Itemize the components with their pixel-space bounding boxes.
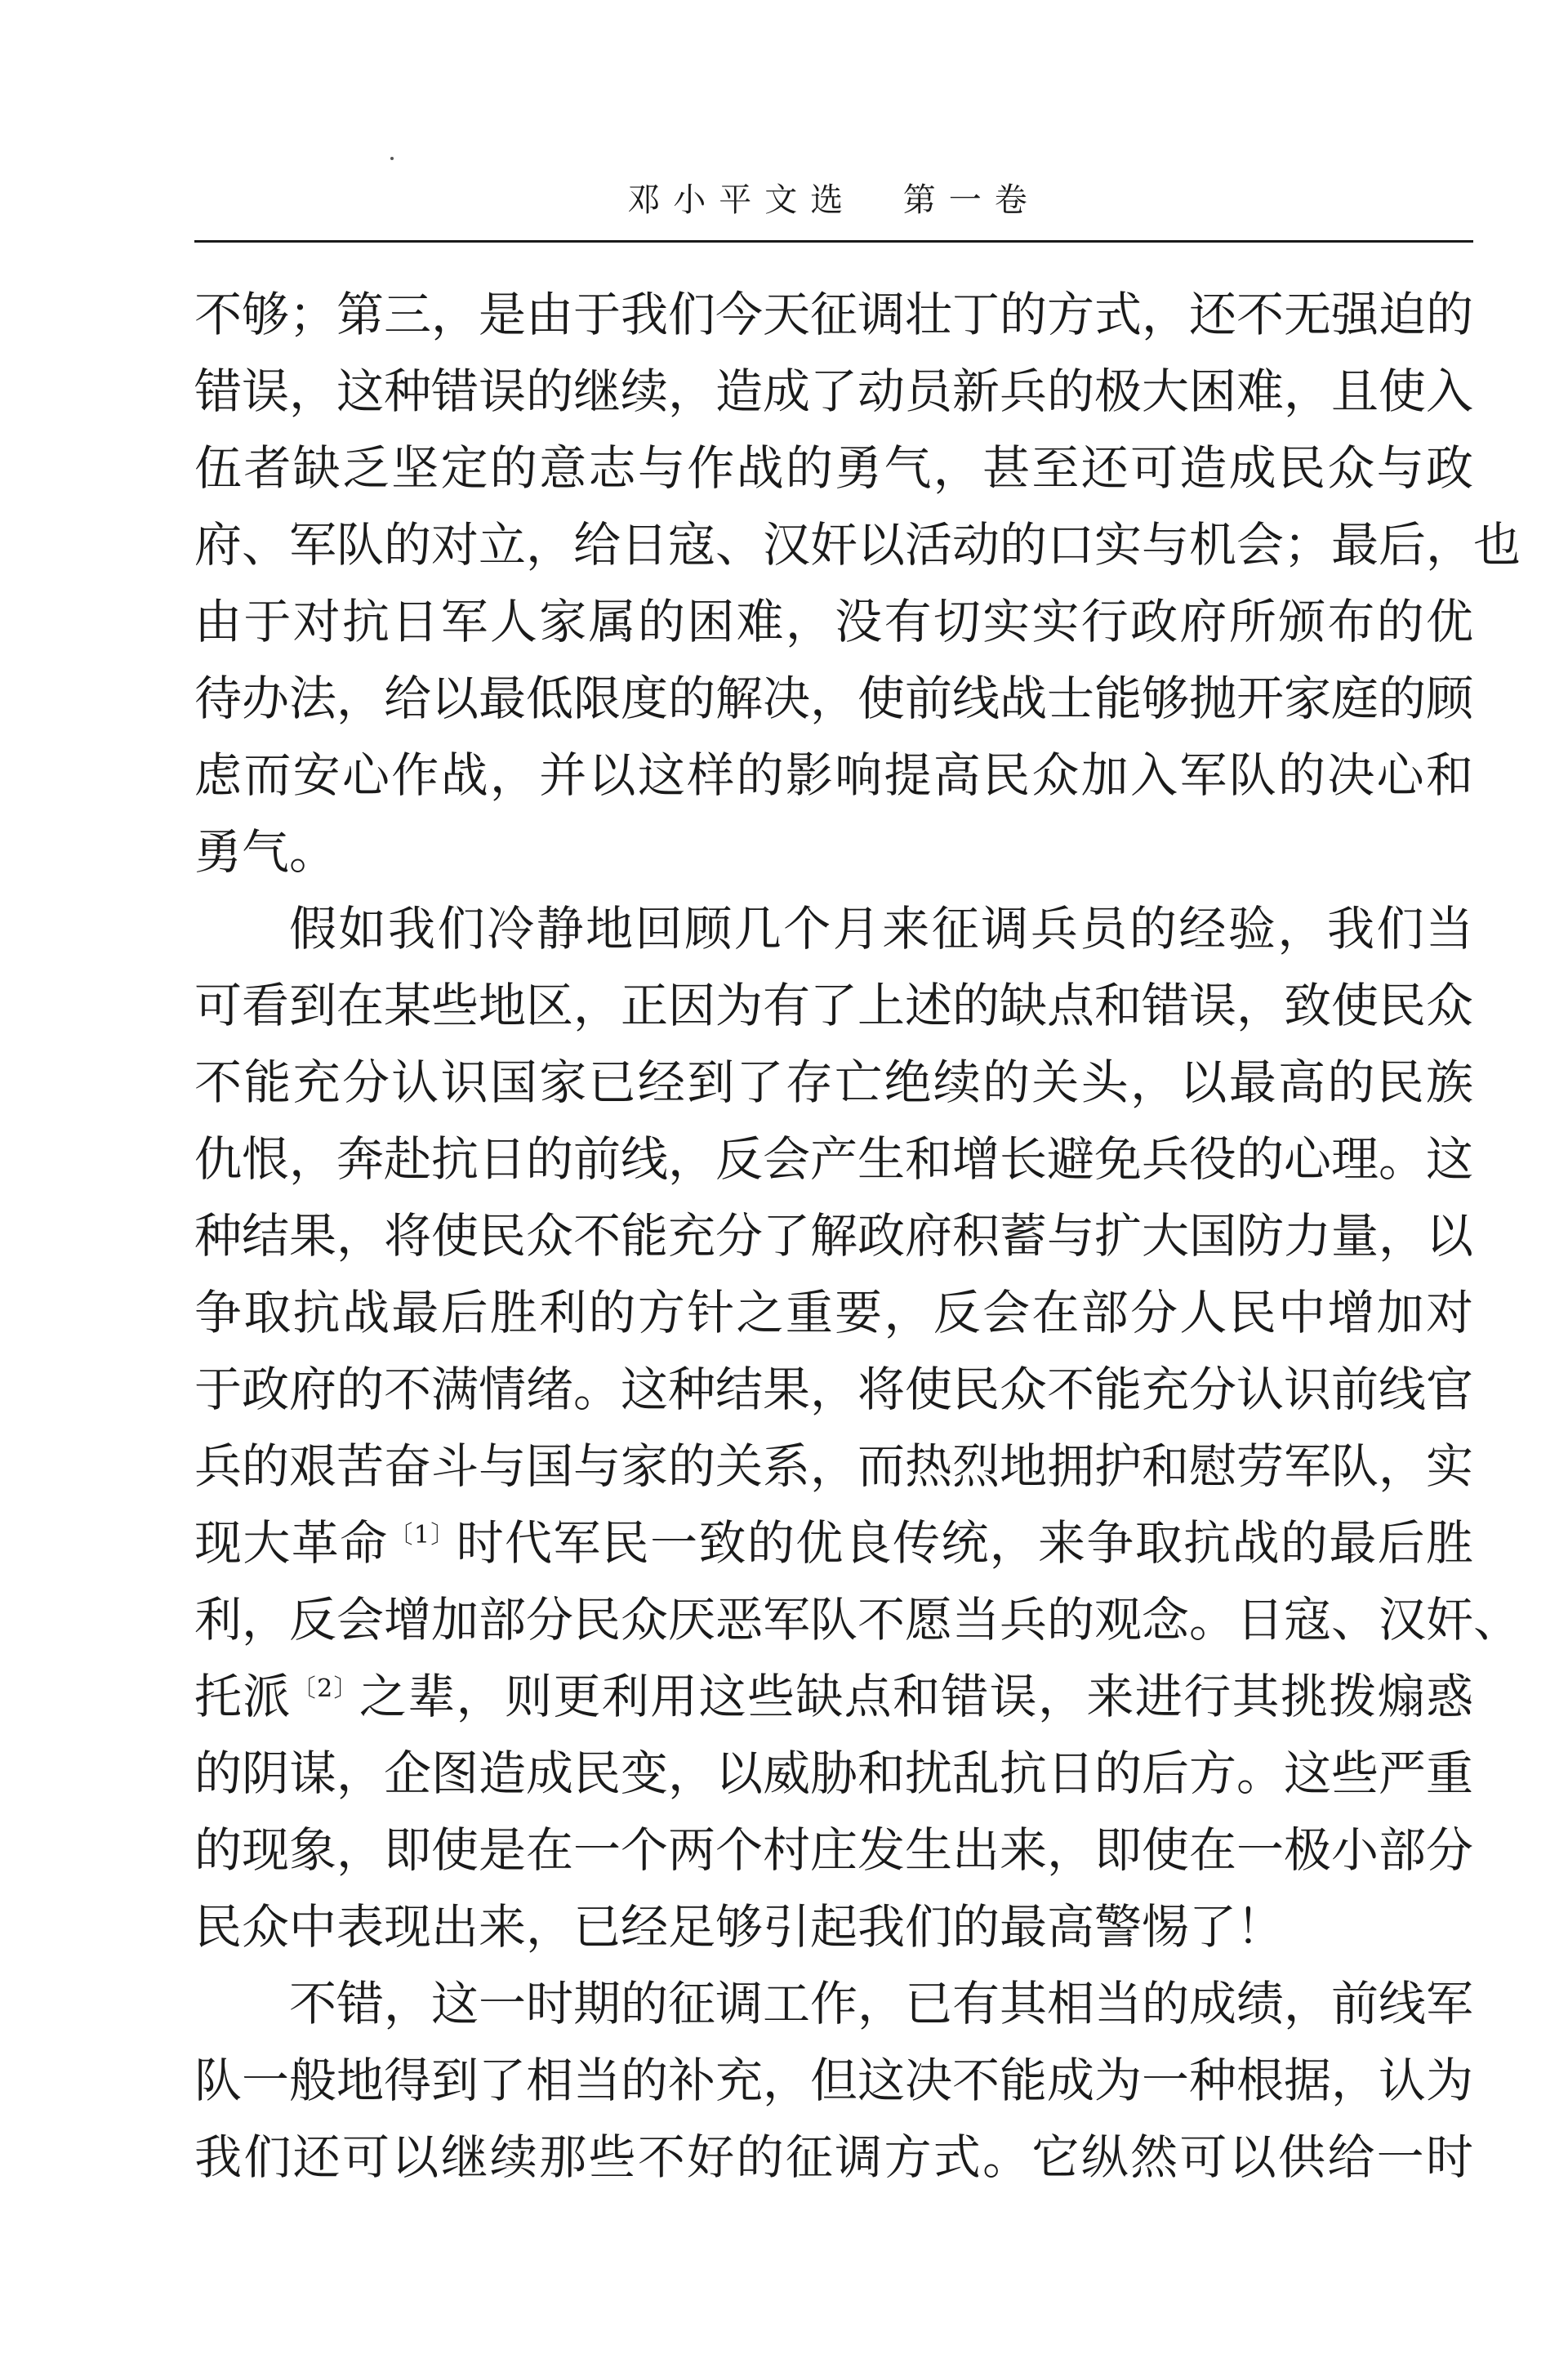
text-line: 勇气。: [194, 824, 337, 880]
text-line: 仇恨，奔赴抗日的前线，反会产生和增长避免兵役的心理。这: [194, 1131, 1474, 1187]
text-line: 民众中表现出来，已经足够引起我们的最高警惕了！: [194, 1899, 1285, 1955]
text-line: 由于对抗日军人家属的困难，没有切实实行政府所颁布的优: [194, 594, 1473, 649]
text-segment: 现大革命: [194, 1515, 389, 1571]
text-line: 错误，这种错误的继续，造成了动员新兵的极大困难，且使入: [194, 363, 1474, 419]
text-line: 队一般地得到了相当的补充，但这决不能成为一种根据，认为: [194, 2053, 1474, 2108]
text-line-with-note: [194, 1658, 1473, 1735]
text-line: 不能充分认识国家已经到了存亡绝续的关头，以最高的民族: [194, 1054, 1473, 1110]
text-line: 的阴谋，企图造成民变，以威胁和扰乱抗日的后方。这些严重: [194, 1745, 1474, 1801]
text-line: 种结果，将使民众不能充分了解政府积蓄与扩大国防力量，以: [194, 1208, 1474, 1264]
text-line: 不够；第三，是由于我们今天征调壮丁的方式，还不无强迫的: [194, 287, 1474, 342]
text-line: 兵的艰苦奋斗与国与家的关系，而热烈地拥护和慰劳军队，实: [194, 1438, 1474, 1494]
text-segment: 托派: [194, 1669, 292, 1724]
text-segment: 时代军民一致的优良传统，来争取抗战的最后胜: [456, 1515, 1473, 1571]
text-segment: 之辈，则更利用这些缺点和错误，来进行其挑拨煽惑: [359, 1669, 1473, 1724]
text-line-with-note: [194, 1505, 1473, 1581]
body-text: [194, 276, 1521, 2196]
text-line: 可看到在某些地区，正因为有了上述的缺点和错误，致使民众: [194, 978, 1474, 1033]
footnote-ref-1[interactable]: 〔1〕: [388, 1521, 457, 1549]
text-line: 待办法，给以最低限度的解决，使前线战士能够抛开家庭的顾: [194, 671, 1474, 726]
text-line: 于政府的不满情绪。这种结果，将使民众不能充分认识前线官: [194, 1362, 1474, 1417]
text-line: 的现象，即使是在一个两个村庄发生出来，即使在一极小部分: [194, 1822, 1474, 1878]
paragraph-first-line: 假如我们冷静地回顾几个月来征调兵员的经验，我们当: [289, 901, 1473, 956]
text-line: 府、军队的对立，给日寇、汉奸以活动的口实与机会；最后，也: [194, 517, 1521, 573]
text-line: 伍者缺乏坚定的意志与作战的勇气，甚至还可造成民众与政: [194, 440, 1473, 496]
text-line: 争取抗战最后胜利的方针之重要，反会在部分人民中增加对: [194, 1285, 1473, 1340]
header-rule: [194, 240, 1473, 243]
print-speck: [390, 157, 394, 160]
text-line: 虑而安心作战，并以这样的影响提高民众加入军队的决心和: [194, 747, 1473, 803]
paragraph-first-line: 不错，这一时期的征调工作，已有其相当的成绩，前线军: [289, 1976, 1474, 2031]
text-line: 利，反会增加部分民众厌恶军队不愿当兵的观念。日寇、汉奸、: [194, 1592, 1521, 1647]
footnote-ref-2[interactable]: 〔2〕: [291, 1674, 359, 1703]
text-line: 我们还可以继续那些不好的征调方式。它纵然可以供给一时: [194, 2129, 1473, 2185]
running-head: 邓小平文选 第一卷: [627, 181, 1040, 219]
